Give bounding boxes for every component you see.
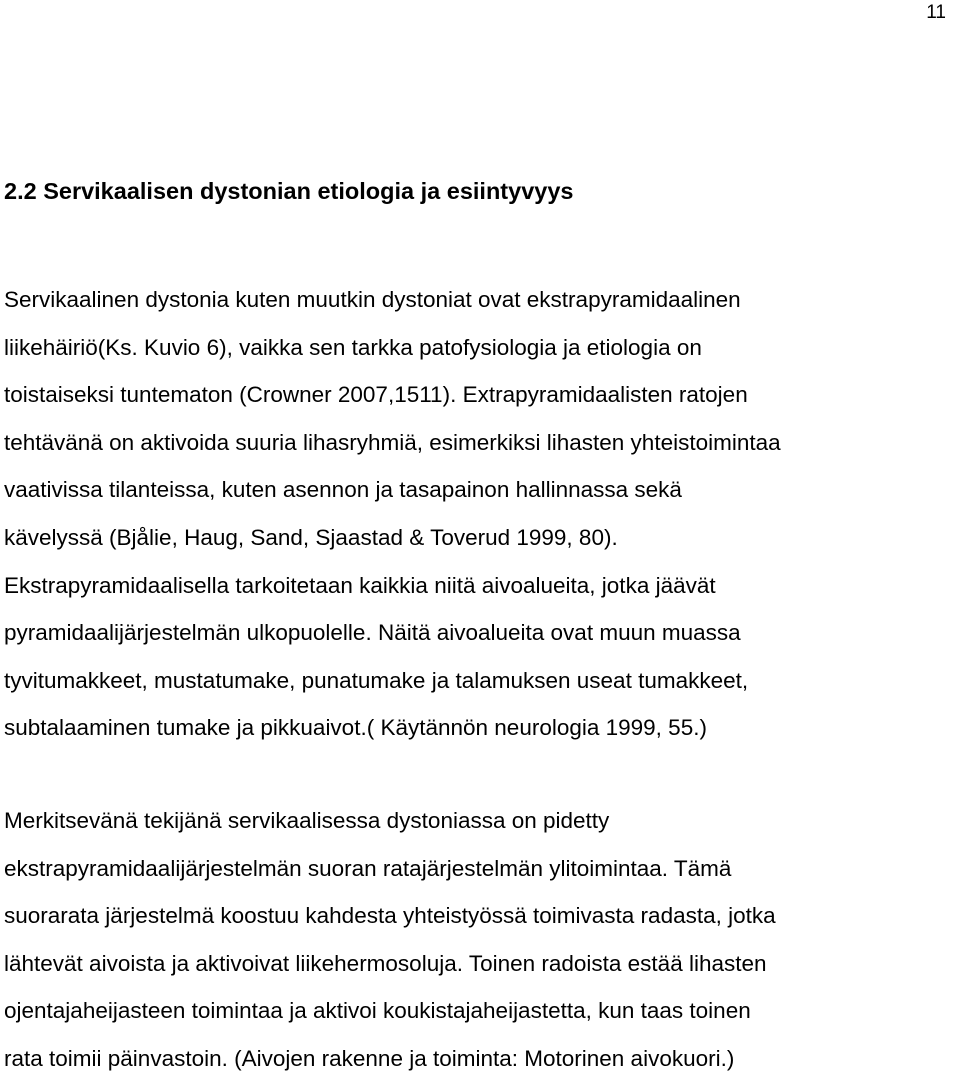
paragraph-line: Ekstrapyramidaalisella tarkoitetaan kaikkia niitä aivoalueita, jotka jäävät [4,572,716,598]
paragraph-line: toistaiseksi tuntematon (Crowner 2007,1511). Extrapyramidaalisten ratojen [4,382,748,408]
page-number: 11 [926,2,946,23]
paragraph-line: kävelyssä (Bjålie, Haug, Sand, Sjaastad & Toverud 1999, 80). [4,524,618,550]
paragraph-line: Servikaalinen dystonia kuten muutkin dystoniat ovat ekstrapyramidaalinen [4,287,741,312]
paragraph-line: rata toimii päinvastoin. (Aivojen rakenne ja toiminta: Motorinen aivokuori.) [4,1045,735,1071]
paragraph-2 [4,797,776,1083]
section-heading: 2.2 Servikaalisen dystonian etiologia ja esiintyvyys [4,178,574,204]
paragraph-line: pyramidaalijärjestelmän ulkopuolelle. Näitä aivoalueita ovat muun muassa [4,620,741,646]
paragraph-line: ekstrapyramidaalijärjestelmän suoran ratajärjestelmän ylitoimintaa. Tämä [4,855,732,881]
paragraph-line: suorarata järjestelmä koostuu kahdesta yhteistyössä toimivasta radasta, jotka [4,903,776,929]
paragraph-1 [4,276,781,752]
paragraph-line: liikehäiriö(Ks. Kuvio 6), vaikka sen tarkka patofysiologia ja etiologia on [4,334,702,360]
paragraph-line: tehtävänä on aktivoida suuria lihasryhmiä, esimerkiksi lihasten yhteistoimintaa [4,429,781,455]
paragraph-line: subtalaaminen tumake ja pikkuaivot.( Käytännön neurologia 1999, 55.) [4,715,707,741]
paragraph-line: Merkitsevänä tekijänä servikaalisessa dystoniassa on pidetty [4,808,610,833]
paragraph-line: tyvitumakkeet, mustatumake, punatumake ja talamuksen useat tumakkeet, [4,667,749,693]
paragraph-line: vaativissa tilanteissa, kuten asennon ja tasapainon hallinnassa sekä [4,477,682,503]
paragraph-line: ojentajaheijasteen toimintaa ja aktivoi koukistajaheijastetta, kun taas toinen [4,998,751,1024]
paragraph-line: lähtevät aivoista ja aktivoivat liikehermosoluja. Toinen radoista estää lihasten [4,950,767,976]
